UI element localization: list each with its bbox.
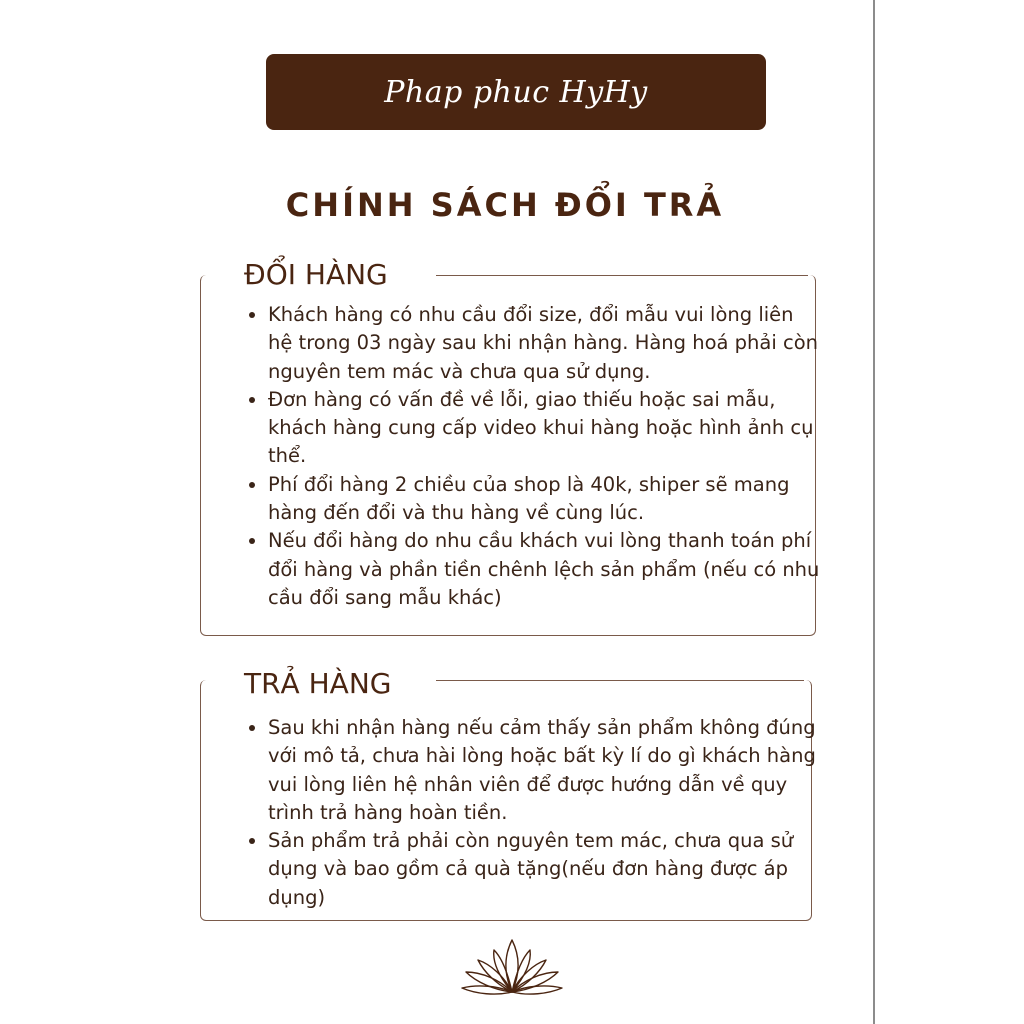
list-item: • Phí đổi hàng 2 chiều của shop là 40k, shiper sẽ mang hàng đến đổi và thu hàng về cùng lúc.: [268, 471, 824, 528]
list-item: • Nếu đổi hàng do nhu cầu khách vui lòng thanh toán phí đổi hàng và phần tiền chênh lệch sản phẩm (nếu có nhu cầu đổi sang mẫu khác): [268, 527, 824, 612]
exchange-box-top-border: [436, 275, 808, 276]
page-edge-divider: [873, 0, 875, 1024]
list-item: • Đơn hàng có vấn đề về lỗi, giao thiếu hoặc sai mẫu, khách hàng cung cấp video khui hàng hoặc hình ảnh cụ thể.: [268, 386, 824, 471]
exchange-heading: ĐỔI HÀNG: [244, 258, 396, 291]
exchange-list: [246, 301, 824, 612]
brand-name: Phap phuc HyHy: [384, 74, 648, 110]
brand-banner: [266, 54, 766, 130]
return-list: [246, 714, 824, 912]
return-heading: TRẢ HÀNG: [244, 667, 399, 700]
return-box-top-border: [436, 680, 804, 681]
lotus-icon: [458, 934, 566, 1000]
list-item: • Sản phẩm trả phải còn nguyên tem mác, chưa qua sử dụng và bao gồm cả quà tặng(nếu đơn hàng được áp dụng): [268, 827, 824, 912]
document-title: CHÍNH SÁCH ĐỔI TRẢ: [285, 186, 725, 224]
list-item: • Sau khi nhận hàng nếu cảm thấy sản phẩm không đúng với mô tả, chưa hài lòng hoặc bất kỳ lí do gì khách hàng vui lòng liên hệ nhân viên để được hướng dẫn về quy trình trả hàng hoàn tiền.: [268, 714, 824, 827]
list-item: • Khách hàng có nhu cầu đổi size, đổi mẫu vui lòng liên hệ trong 03 ngày sau khi nhận hàng. Hàng hoá phải còn nguyên tem mác và chưa qua sử dụng.: [268, 301, 824, 386]
